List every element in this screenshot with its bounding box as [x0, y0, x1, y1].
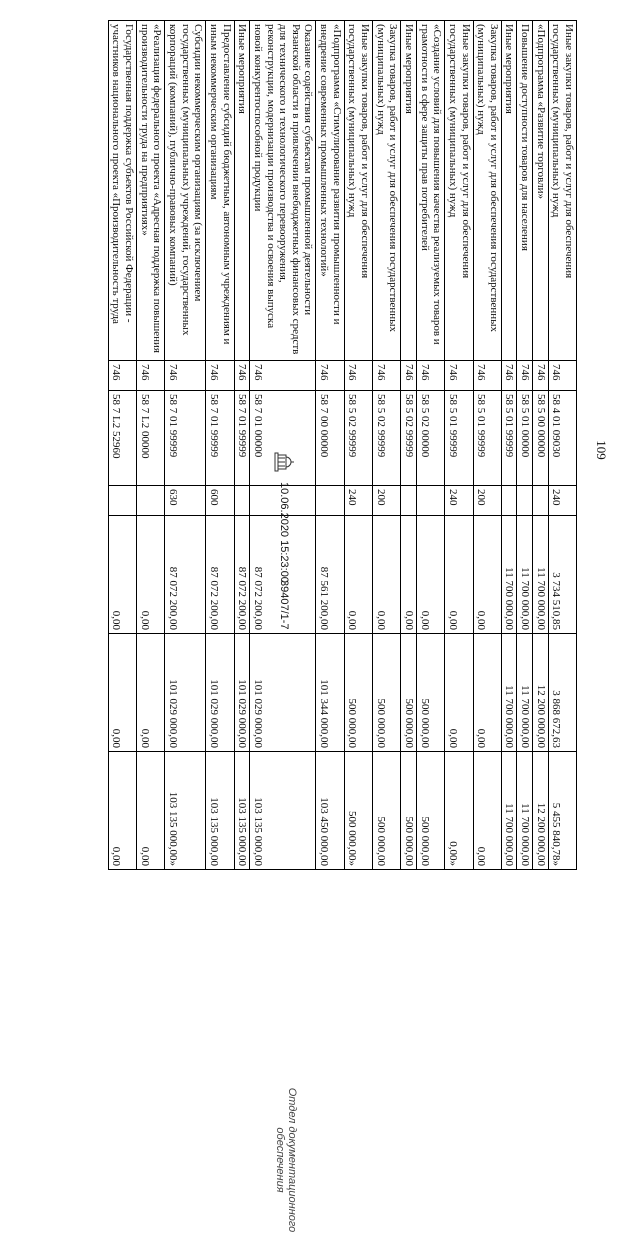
row-gr-code: 746	[501, 361, 517, 391]
row-amount-1: 0,00	[401, 516, 417, 634]
row-amount-2: 12 200 000,00	[533, 634, 549, 752]
row-gr-code: 746	[206, 361, 234, 391]
row-target-article: 58 5 02 00000	[416, 391, 444, 486]
row-amount-3: 11 700 000,00	[517, 752, 533, 870]
table-row	[501, 21, 517, 870]
row-amount-2: 500 000,00	[416, 634, 444, 752]
row-gr-code: 746	[445, 361, 473, 391]
row-name: «Создание условий для повышения качества реализуемых товаров и грамотности в сфере защиты прав потребителей	[416, 21, 444, 361]
row-name: Предоставление субсидий бюджетным, автономным учреждениям и иным некоммерческим организациям	[206, 21, 234, 361]
page-number: 109	[594, 440, 609, 460]
row-name: Иные мероприятия	[401, 21, 417, 361]
row-name: «Реализация федерального проекта «Адресная поддержка повышения производительности труда на предприятиях»	[137, 21, 165, 361]
row-expense-type	[137, 486, 165, 516]
table-row	[401, 21, 417, 870]
row-gr-code: 746	[401, 361, 417, 391]
table-row	[548, 21, 576, 870]
table-row	[165, 21, 206, 870]
budget-table	[108, 20, 577, 870]
row-amount-1: 11 700 000,00	[501, 516, 517, 634]
row-target-article: 58 7 01 00000	[250, 391, 316, 486]
row-amount-2: 3 868 672,63	[548, 634, 576, 752]
row-name: Повышение доступности товаров для населения	[517, 21, 533, 361]
row-expense-type: 240	[445, 486, 473, 516]
page-footer	[260, 450, 300, 1250]
row-amount-3: 500 000,00	[373, 752, 401, 870]
row-gr-code: 746	[165, 361, 206, 391]
row-amount-1: 0,00	[344, 516, 372, 634]
row-name: Оказание содействия субъектам промышленной деятельности Рязанской области в привлечении внебюджетных финансовых средств для технического и технологического перевооружения, реконструкции, модернизации производства и освоения выпуска новой конкурентоспособной продукции	[250, 21, 316, 361]
table-row	[234, 21, 250, 870]
row-amount-1: 0,00	[473, 516, 501, 634]
row-amount-3: 5 455 840,78»	[548, 752, 576, 870]
table-row	[533, 21, 549, 870]
row-gr-code: 746	[316, 361, 344, 391]
row-expense-type: 200	[473, 486, 501, 516]
row-expense-type: 200	[373, 486, 401, 516]
row-name: Иные мероприятия	[501, 21, 517, 361]
row-amount-1: 3 734 510,85	[548, 516, 576, 634]
row-amount-3: 103 135 000,00	[234, 752, 250, 870]
row-target-article: 58 7 L2 00000	[137, 391, 165, 486]
row-expense-type: 240	[344, 486, 372, 516]
row-amount-3: 0,00	[108, 752, 136, 870]
row-amount-2: 11 700 000,00	[501, 634, 517, 752]
row-target-article: 58 4 01 09030	[548, 391, 576, 486]
row-amount-3: 500 000,00	[416, 752, 444, 870]
table-row	[473, 21, 501, 870]
table-row	[137, 21, 165, 870]
row-gr-code: 746	[548, 361, 576, 391]
row-expense-type	[401, 486, 417, 516]
row-amount-1: 11 700 000,00	[517, 516, 533, 634]
row-amount-3: 0,00	[473, 752, 501, 870]
row-target-article: 58 5 02 99999	[344, 391, 372, 486]
row-amount-3: 12 200 000,00	[533, 752, 549, 870]
row-name: Иные закупки товаров, работ и услуг для обеспечения государственных (муниципальных) нужд	[445, 21, 473, 361]
row-amount-3: 500 000,00	[401, 752, 417, 870]
row-target-article: 58 5 00 00000	[533, 391, 549, 486]
row-name: Иные мероприятия	[234, 21, 250, 361]
row-amount-2: 0,00	[137, 634, 165, 752]
row-gr-code: 746	[137, 361, 165, 391]
row-amount-2: 101 029 000,00	[250, 634, 316, 752]
row-target-article: 58 7 01 99999	[206, 391, 234, 486]
row-amount-1: 87 072 200,00	[234, 516, 250, 634]
row-target-article: 58 5 01 00000	[517, 391, 533, 486]
row-amount-2: 0,00	[445, 634, 473, 752]
row-amount-2: 0,00	[473, 634, 501, 752]
table-row	[517, 21, 533, 870]
row-name: Субсидии некоммерческим организациям (за исключением государственных (муниципальных) учреждений, государственных корпораций (компаний), публично-правовых компаний)	[165, 21, 206, 361]
row-gr-code: 746	[250, 361, 316, 391]
row-amount-2: 500 000,00	[373, 634, 401, 752]
row-amount-1: 0,00	[445, 516, 473, 634]
footer-department-stamp: Отдел документационного обеспечения	[274, 1087, 298, 1233]
budget-table-body	[108, 21, 576, 870]
row-target-article: 58 5 02 99999	[373, 391, 401, 486]
row-name: Государственная поддержка субъектов Российской Федерации - участников национального проекта «Производительность труда	[108, 21, 136, 361]
table-row	[316, 21, 344, 870]
row-name: «Подпрограмма «Развитие торговли»	[533, 21, 549, 361]
row-gr-code: 746	[533, 361, 549, 391]
row-amount-2: 500 000,00	[401, 634, 417, 752]
row-target-article: 58 7 00 00000	[316, 391, 344, 486]
row-amount-1: 0,00	[416, 516, 444, 634]
row-amount-2: 11 700 000,00	[517, 634, 533, 752]
row-amount-3: 11 700 000,00	[501, 752, 517, 870]
row-target-article: 58 5 01 99999	[501, 391, 517, 486]
row-target-article: 58 7 L2 52960	[108, 391, 136, 486]
row-gr-code: 746	[416, 361, 444, 391]
row-amount-1: 87 072 200,00	[250, 516, 316, 634]
row-expense-type	[234, 486, 250, 516]
table-row	[373, 21, 401, 870]
row-amount-1: 87 072 200,00	[165, 516, 206, 634]
row-amount-2: 0,00	[108, 634, 136, 752]
footer-doc-code: 39407/1-7	[278, 580, 290, 630]
row-expense-type: 630	[165, 486, 206, 516]
row-amount-3: 103 135 000,00»	[165, 752, 206, 870]
row-expense-type	[108, 486, 136, 516]
row-target-article: 58 7 01 99999	[234, 391, 250, 486]
duma-building-icon	[272, 450, 296, 474]
footer-date: 10.06.2020 15:23:00	[278, 482, 290, 583]
row-amount-1: 0,00	[108, 516, 136, 634]
row-amount-1: 87 072 200,00	[206, 516, 234, 634]
row-target-article: 58 5 02 99999	[401, 391, 417, 486]
row-expense-type: 240	[548, 486, 576, 516]
table-row	[416, 21, 444, 870]
row-name: Закупка товаров, работ и услуг для обеспечения государственных (муниципальных) нужд	[473, 21, 501, 361]
row-gr-code: 746	[517, 361, 533, 391]
table-row	[445, 21, 473, 870]
row-amount-3: 0,00»	[445, 752, 473, 870]
row-expense-type	[501, 486, 517, 516]
row-gr-code: 746	[234, 361, 250, 391]
row-target-article: 58 5 01 99999	[445, 391, 473, 486]
row-amount-1: 0,00	[373, 516, 401, 634]
row-amount-3: 103 135 000,00	[206, 752, 234, 870]
row-amount-3: 103 450 000,00	[316, 752, 344, 870]
row-amount-2: 101 029 000,00	[165, 634, 206, 752]
row-amount-2: 101 029 000,00	[234, 634, 250, 752]
row-expense-type	[517, 486, 533, 516]
row-name: «Подпрограмма «Стимулирование развития промышленности и внедрение современных промышленных технологий»	[316, 21, 344, 361]
row-amount-1: 87 561 200,00	[316, 516, 344, 634]
row-target-article: 58 5 01 99999	[473, 391, 501, 486]
table-row	[108, 21, 136, 870]
table-row	[344, 21, 372, 870]
row-name: Закупка товаров, работ и услуг для обеспечения государственных (муниципальных) нужд	[373, 21, 401, 361]
row-expense-type: 600	[206, 486, 234, 516]
row-gr-code: 746	[473, 361, 501, 391]
row-name: Иные закупки товаров, работ и услуг для обеспечения государственных (муниципальных) нужд	[548, 21, 576, 361]
row-amount-2: 101 029 000,00	[206, 634, 234, 752]
row-expense-type	[316, 486, 344, 516]
row-expense-type	[533, 486, 549, 516]
row-amount-2: 101 344 000,00	[316, 634, 344, 752]
row-gr-code: 746	[344, 361, 372, 391]
row-target-article: 58 7 01 99999	[165, 391, 206, 486]
row-gr-code: 746	[108, 361, 136, 391]
row-amount-1: 11 700 000,00	[533, 516, 549, 634]
row-amount-3: 500 000,00»	[344, 752, 372, 870]
row-amount-3: 0,00	[137, 752, 165, 870]
row-expense-type	[416, 486, 444, 516]
row-name: Иные закупки товаров, работ и услуг для обеспечения государственных (муниципальных) нужд	[344, 21, 372, 361]
row-amount-1: 0,00	[137, 516, 165, 634]
row-amount-2: 500 000,00	[344, 634, 372, 752]
table-row	[206, 21, 234, 870]
row-amount-3: 103 135 000,00	[250, 752, 316, 870]
row-gr-code: 746	[373, 361, 401, 391]
